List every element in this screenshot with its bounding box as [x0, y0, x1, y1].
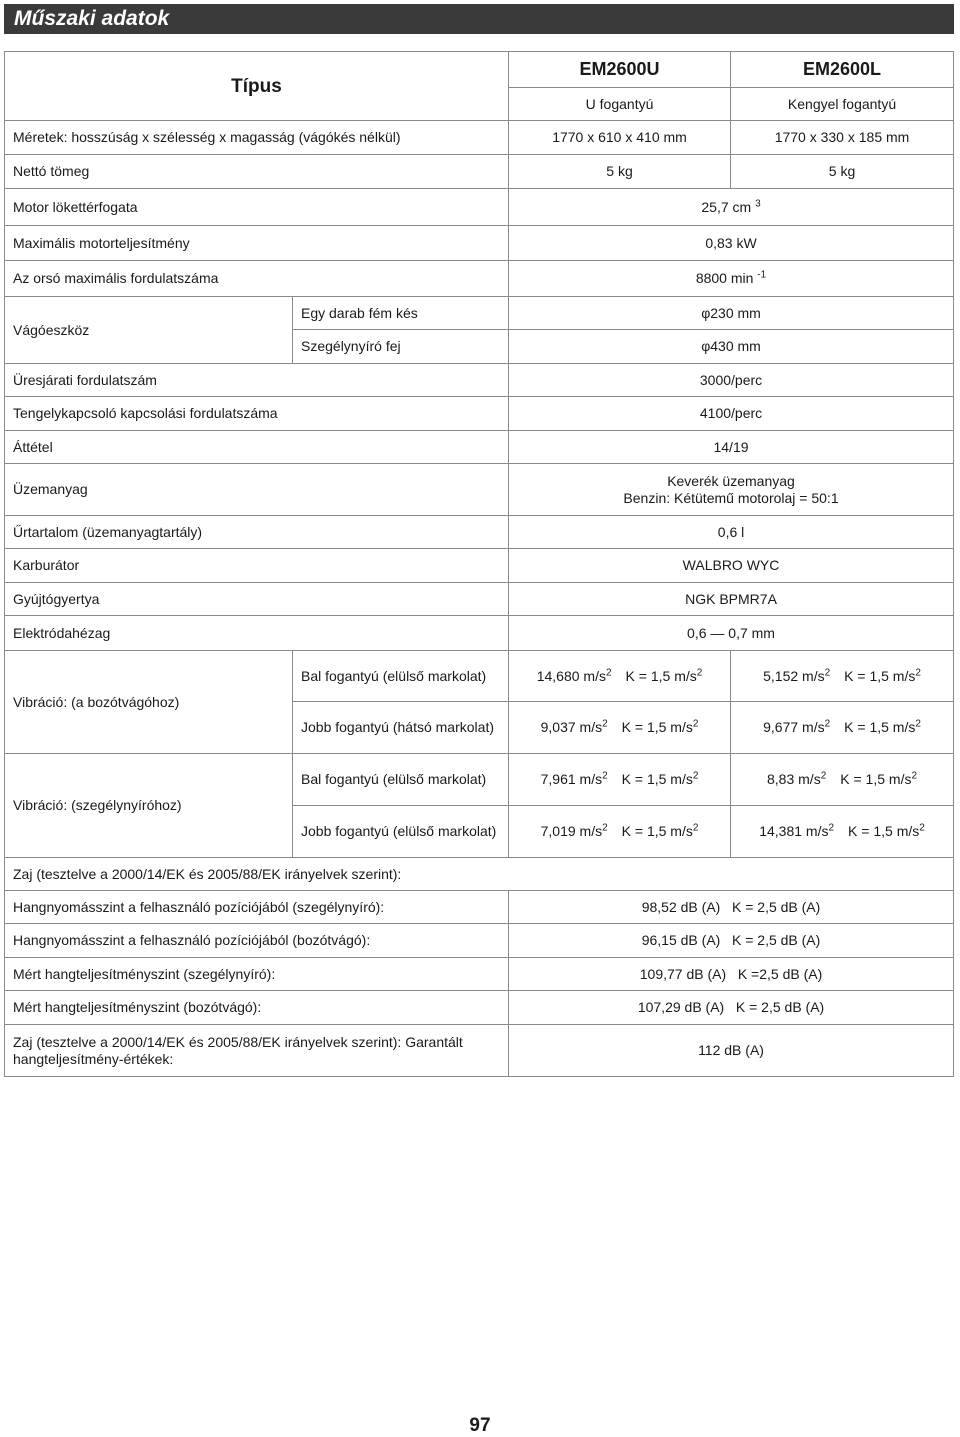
vibration-brush-left-label: Bal fogantyú (elülső markolat) [293, 651, 509, 702]
dimensions-u: 1770 x 610 x 410 mm [509, 121, 731, 155]
cutting-tool-blade-label: Egy darab fém kés [293, 297, 509, 330]
vibration-brush-right-label: Jobb fogantyú (hátsó markolat) [293, 702, 509, 754]
vibration-trimmer-right-label: Jobb fogantyú (elülső markolat) [293, 806, 509, 858]
vibration-trimmer-left-l: 8,83 $m/s^2$ K = 1,5 $m/s^2$ [731, 754, 954, 806]
noise-label: Mért hangteljesítményszint (szegélynyíró): [5, 958, 509, 991]
model-l-name: EM2600L [731, 52, 954, 88]
model-l-handle: Kengyel fogantyú [731, 88, 954, 121]
vibration-brush-right-l: 9,677 $m/s^2$ K = 1,5 $m/s^2$ [731, 702, 954, 754]
vibration-brush-label: Vibráció: (a bozótvágóhoz) [5, 651, 293, 754]
cutting-tool-head-label: Szegélynyíró fej [293, 330, 509, 364]
cutting-tool-blade-value: φ230 mm [509, 297, 954, 330]
vibration-brush-left-u: 14,680 $m/s^2$ K = 1,5 $m/s^2$ [509, 651, 731, 702]
carburetor-value: WALBRO WYC [509, 549, 954, 583]
noise-value: 107,29 dB (A) K = 2,5 dB (A) [509, 991, 954, 1025]
gear-ratio-label: Áttétel [5, 431, 509, 464]
gear-ratio-value: 14/19 [509, 431, 954, 464]
spec-table [4, 51, 954, 1077]
cutting-tool-head-value: φ430 mm [509, 330, 954, 364]
tank-value: 0,6 l [509, 516, 954, 549]
fuel-line-2: Benzin: Kétütemű motorolaj = 50:1 [623, 489, 839, 506]
noise-value: 98,52 dB (A) K = 2,5 dB (A) [509, 891, 954, 924]
weight-label: Nettó tömeg [5, 155, 509, 189]
vibration-trimmer-left-u: 7,961 $m/s^2$ K = 1,5 $m/s^2$ [509, 754, 731, 806]
vibration-trimmer-right-l: 14,381 $m/s^2$ K = 1,5 $m/s^2$ [731, 806, 954, 858]
weight-l: 5 kg [731, 155, 954, 189]
carburetor-label: Karburátor [5, 549, 509, 583]
fuel-line-1: Keverék üzemanyag [667, 472, 795, 489]
spark-plug-label: Gyújtógyertya [5, 583, 509, 616]
clutch-speed-value: 4100/perc [509, 397, 954, 431]
cutting-tool-label: Vágóeszköz [5, 297, 293, 364]
max-power-value: 0,83 kW [509, 226, 954, 261]
spark-plug-value: NGK BPMR7A [509, 583, 954, 616]
fuel-value [509, 464, 954, 516]
vibration-trimmer-label: Vibráció: (szegélynyíróhoz) [5, 754, 293, 858]
noise-label: Mért hangteljesítményszint (bozótvágó): [5, 991, 509, 1025]
dimensions-l: 1770 x 330 x 185 mm [731, 121, 954, 155]
model-u-name: EM2600U [509, 52, 731, 88]
noise-label: Hangnyomásszint a felhasználó pozíciójából (bozótvágó): [5, 924, 509, 958]
electrode-gap-label: Elektródahézag [5, 616, 509, 651]
spindle-speed-label: Az orsó maximális fordulatszáma [5, 261, 509, 297]
type-header: Típus [5, 52, 509, 121]
page-number: 97 [469, 1415, 491, 1436]
max-power-label: Maximális motorteljesítmény [5, 226, 509, 261]
idle-speed-label: Üresjárati fordulatszám [5, 364, 509, 397]
noise-value: 109,77 dB (A) K =2,5 dB (A) [509, 958, 954, 991]
electrode-gap-value: 0,6 — 0,7 mm [509, 616, 954, 651]
clutch-speed-label: Tengelykapcsoló kapcsolási fordulatszáma [5, 397, 509, 431]
dimensions-label: Méretek: hosszúság x szélesség x magasság (vágókés nélkül) [5, 121, 509, 155]
model-u-handle: U fogantyú [509, 88, 731, 121]
vibration-brush-left-l: 5,152 $m/s^2$ K = 1,5 $m/s^2$ [731, 651, 954, 702]
spindle-speed-value: 8800 min $^{-1}$ [509, 261, 954, 297]
noise-value: 96,15 dB (A) K = 2,5 dB (A) [509, 924, 954, 958]
idle-speed-value: 3000/perc [509, 364, 954, 397]
displacement-label: Motor lökettérfogata [5, 189, 509, 226]
noise-header: Zaj (tesztelve a 2000/14/EK és 2005/88/EK irányelvek szerint): [5, 858, 954, 891]
noise-label: Hangnyomásszint a felhasználó pozíciójából (szegélynyíró): [5, 891, 509, 924]
tank-label: Űrtartalom (üzemanyagtartály) [5, 516, 509, 549]
vibration-trimmer-right-u: 7,019 $m/s^2$ K = 1,5 $m/s^2$ [509, 806, 731, 858]
displacement-value: 25,7 cm $^3$ [509, 189, 954, 226]
fuel-label: Üzemanyag [5, 464, 509, 516]
guaranteed-value: 112 dB (A) [509, 1025, 954, 1077]
vibration-trimmer-left-label: Bal fogantyú (elülső markolat) [293, 754, 509, 806]
vibration-brush-right-u: 9,037 $m/s^2$ K = 1,5 $m/s^2$ [509, 702, 731, 754]
weight-u: 5 kg [509, 155, 731, 189]
guaranteed-label: Zaj (tesztelve a 2000/14/EK és 2005/88/EK irányelvek szerint): Garantált hangteljesítmény-értékek: [5, 1025, 509, 1077]
page-title: Műszaki adatok [4, 4, 954, 34]
